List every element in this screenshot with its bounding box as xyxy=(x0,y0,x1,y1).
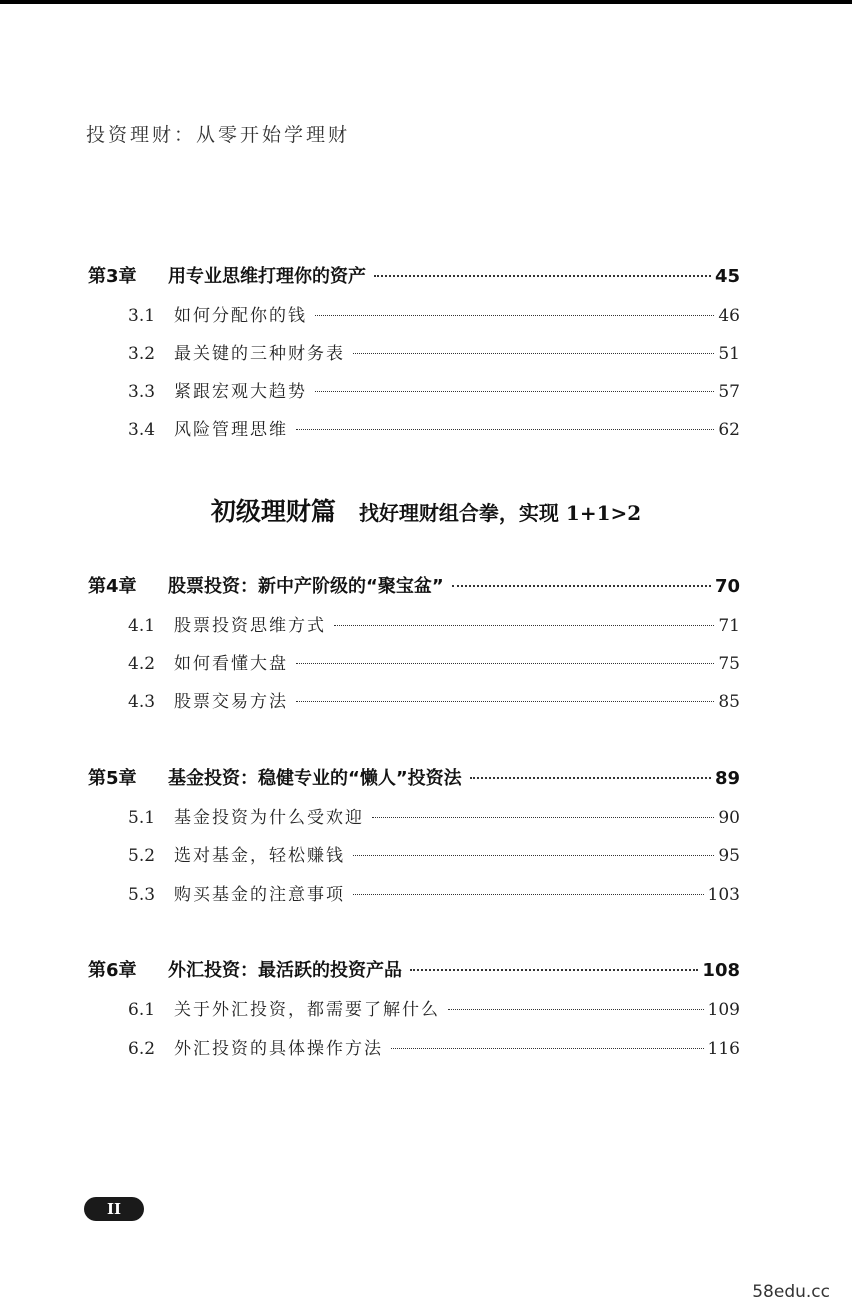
section-title: 选对基金，轻松赚钱 xyxy=(174,846,345,866)
top-border xyxy=(0,0,852,4)
toc-section-4-2[interactable] xyxy=(128,649,740,674)
section-number: 3.1 xyxy=(128,306,156,326)
chapter-number: 第4章 xyxy=(88,576,137,597)
section-title: 股票交易方法 xyxy=(174,692,288,712)
section-number: 4.1 xyxy=(128,616,156,636)
dot-leader xyxy=(296,429,714,430)
toc-section-5-1[interactable] xyxy=(128,803,740,828)
toc-section-3-4[interactable] xyxy=(128,415,740,440)
dot-leader xyxy=(470,777,711,779)
section-number: 4.3 xyxy=(128,692,156,712)
dot-leader xyxy=(315,391,714,392)
dot-leader xyxy=(353,353,714,354)
section-title: 基金投资为什么受欢迎 xyxy=(174,808,364,828)
chapter-title: 用专业思维打理你的资产 xyxy=(168,266,366,287)
section-title: 外汇投资的具体操作方法 xyxy=(174,1039,383,1059)
toc-section-3-2[interactable] xyxy=(128,339,740,364)
watermark: 58edu.cc xyxy=(752,1282,830,1302)
section-number: 3.2 xyxy=(128,344,156,364)
section-title: 关于外汇投资，都需要了解什么 xyxy=(174,1000,440,1020)
page-number: 85 xyxy=(718,692,740,712)
part-title: 初级理财篇 xyxy=(210,497,336,526)
page-number: 46 xyxy=(718,306,740,326)
toc-chapter-3[interactable] xyxy=(88,262,740,288)
page-number: 45 xyxy=(714,266,740,287)
dot-leader xyxy=(334,625,714,626)
toc-section-4-3[interactable] xyxy=(128,687,740,712)
section-title: 风险管理思维 xyxy=(174,420,288,440)
dot-leader xyxy=(372,817,714,818)
page-number: 75 xyxy=(718,654,740,674)
page-number: 90 xyxy=(718,808,740,828)
dot-leader xyxy=(410,969,698,971)
dot-leader xyxy=(315,315,714,316)
dot-leader xyxy=(353,855,714,856)
page-number: 57 xyxy=(718,382,740,402)
section-number: 6.1 xyxy=(128,1000,156,1020)
toc-chapter-6[interactable] xyxy=(88,956,740,982)
chapter-title: 股票投资：新中产阶级的“聚宝盆” xyxy=(168,576,444,597)
part-subtitle: 找好理财组合拳，实现 1+1>2 xyxy=(358,501,642,525)
page-number: 62 xyxy=(718,420,740,440)
section-number: 5.1 xyxy=(128,808,156,828)
page-number: 70 xyxy=(714,576,740,597)
toc-chapter-4[interactable] xyxy=(88,572,740,598)
toc-section-6-2[interactable] xyxy=(128,1034,740,1059)
section-number: 4.2 xyxy=(128,654,156,674)
dot-leader xyxy=(391,1048,704,1049)
toc-section-5-2[interactable] xyxy=(128,841,740,866)
toc-section-3-3[interactable] xyxy=(128,377,740,402)
page-number: 109 xyxy=(707,1000,740,1020)
dot-leader xyxy=(448,1009,704,1010)
section-title: 紧跟宏观大趋势 xyxy=(174,382,307,402)
section-title: 购买基金的注意事项 xyxy=(174,885,345,905)
section-title: 如何分配你的钱 xyxy=(174,306,307,326)
page-folio: II xyxy=(84,1197,144,1221)
dot-leader xyxy=(296,701,714,702)
page-number: 95 xyxy=(718,846,740,866)
toc-section-6-1[interactable] xyxy=(128,995,740,1020)
section-number: 5.2 xyxy=(128,846,156,866)
chapter-number: 第5章 xyxy=(88,768,137,789)
chapter-title: 基金投资：稳健专业的“懒人”投资法 xyxy=(168,768,462,789)
running-head: 投资理财：从零开始学理财 xyxy=(86,124,351,146)
section-number: 6.2 xyxy=(128,1039,156,1059)
section-number: 5.3 xyxy=(128,885,156,905)
section-number: 3.3 xyxy=(128,382,156,402)
page-number: 116 xyxy=(707,1039,740,1059)
chapter-number: 第6章 xyxy=(88,960,137,981)
chapter-number: 第3章 xyxy=(88,266,137,287)
toc-section-5-3[interactable] xyxy=(128,880,740,905)
dot-leader xyxy=(374,275,711,277)
page-number: 89 xyxy=(714,768,740,789)
toc-chapter-5[interactable] xyxy=(88,764,740,790)
page-number: 71 xyxy=(718,616,740,636)
dot-leader xyxy=(296,663,714,664)
dot-leader xyxy=(452,585,711,587)
chapter-title: 外汇投资：最活跃的投资产品 xyxy=(168,960,402,981)
section-title: 股票投资思维方式 xyxy=(174,616,326,636)
section-title: 最关键的三种财务表 xyxy=(174,344,345,364)
page-number: 103 xyxy=(707,885,740,905)
page-number: 51 xyxy=(718,344,740,364)
dot-leader xyxy=(353,894,704,895)
section-title: 如何看懂大盘 xyxy=(174,654,288,674)
section-number: 3.4 xyxy=(128,420,156,440)
toc-section-4-1[interactable] xyxy=(128,611,740,636)
toc-section-3-1[interactable] xyxy=(128,301,740,326)
page-number: 108 xyxy=(702,960,740,981)
part-heading xyxy=(0,492,852,528)
